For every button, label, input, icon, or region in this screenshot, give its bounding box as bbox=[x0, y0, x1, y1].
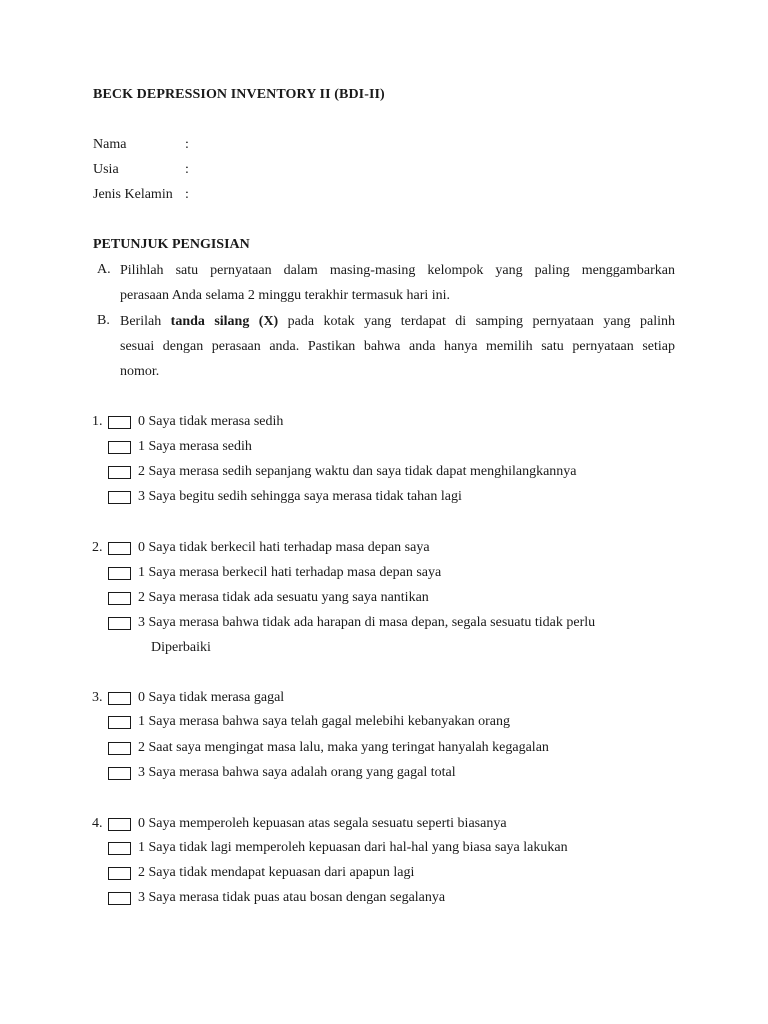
question-2-option-2-label: 2 Saya merasa tidak ada sesuatu yang saya nantikan bbox=[138, 590, 429, 605]
question-3-option-1-label: 1 Saya merasa bahwa saya telah gagal melebihi kebanyakan orang bbox=[138, 714, 511, 729]
instruction-marker-a: A. bbox=[97, 262, 111, 277]
field-colon-usia: : bbox=[185, 162, 189, 177]
question-3-option-0-checkbox[interactable] bbox=[108, 692, 131, 705]
instruction-b-line-2: sesuai dengan perasaan anda. Pastikan bahwa anda hanya memilih satu pernyataan setiap bbox=[120, 339, 675, 354]
question-1-option-3-label: 3 Saya begitu sedih sehingga saya merasa tidak tahan lagi bbox=[138, 489, 462, 504]
instruction-b-line-3: nomor. bbox=[120, 364, 160, 379]
question-2-option-3-continuation: Diperbaiki bbox=[151, 640, 211, 655]
question-2-option-0-label: 0 Saya tidak berkecil hati terhadap masa depan saya bbox=[138, 540, 430, 555]
question-4-option-0-checkbox[interactable] bbox=[108, 818, 131, 831]
question-1-option-0-label: 0 Saya tidak merasa sedih bbox=[138, 414, 284, 429]
instruction-b-line-1 bbox=[120, 309, 675, 334]
question-3-option-2-label: 2 Saat saya mengingat masa lalu, maka yang teringat hanyalah kegagalan bbox=[138, 740, 549, 755]
question-3-number: 3. bbox=[92, 690, 103, 705]
question-3-option-3-checkbox[interactable] bbox=[108, 767, 131, 780]
question-2-option-0-checkbox[interactable] bbox=[108, 542, 131, 555]
instruction-a bbox=[120, 258, 675, 308]
instructions-heading: PETUNJUK PENGISIAN bbox=[93, 237, 250, 252]
question-2-option-1-label: 1 Saya merasa berkecil hati terhadap masa depan saya bbox=[138, 565, 442, 580]
instruction-b-emphasis: tanda silang (X) bbox=[170, 314, 279, 329]
document-title: BECK DEPRESSION INVENTORY II (BDI-II) bbox=[93, 87, 385, 102]
question-1-option-1-checkbox[interactable] bbox=[108, 441, 131, 454]
field-colon-jenis-kelamin: : bbox=[185, 187, 189, 202]
field-colon-nama: : bbox=[185, 137, 189, 152]
question-3-option-2-checkbox[interactable] bbox=[108, 742, 131, 755]
question-4-number: 4. bbox=[92, 816, 103, 831]
question-1-option-2-label: 2 Saya merasa sedih sepanjang waktu dan saya tidak dapat menghilangkannya bbox=[138, 464, 577, 479]
question-2-number: 2. bbox=[92, 540, 103, 555]
instruction-b-pre: Berilah bbox=[120, 314, 171, 329]
question-2-option-1-checkbox[interactable] bbox=[108, 567, 131, 580]
question-3-option-0-label: 0 Saya tidak merasa gagal bbox=[138, 690, 285, 705]
question-1-option-0-checkbox[interactable] bbox=[108, 416, 131, 429]
question-4-option-1-label: 1 Saya tidak lagi memperoleh kepuasan dari hal-hal yang biasa saya lakukan bbox=[138, 840, 568, 855]
question-1-option-1-label: 1 Saya merasa sedih bbox=[138, 439, 252, 454]
question-4-option-0-label: 0 Saya memperoleh kepuasan atas segala sesuatu seperti biasanya bbox=[138, 816, 507, 831]
question-4-option-1-checkbox[interactable] bbox=[108, 842, 131, 855]
instruction-marker-b: B. bbox=[97, 313, 110, 328]
question-3-option-3-label: 3 Saya merasa bahwa saya adalah orang yang gagal total bbox=[138, 765, 456, 780]
instruction-b-post: pada kotak yang terdapat di samping pernyataan yang palinh bbox=[278, 314, 675, 329]
question-3-option-1-checkbox[interactable] bbox=[108, 716, 131, 729]
question-1-option-2-checkbox[interactable] bbox=[108, 466, 131, 479]
question-2-option-2-checkbox[interactable] bbox=[108, 592, 131, 605]
question-4-option-2-label: 2 Saya tidak mendapat kepuasan dari apapun lagi bbox=[138, 865, 415, 880]
question-2-option-3-checkbox[interactable] bbox=[108, 617, 131, 630]
question-4-option-3-label: 3 Saya merasa tidak puas atau bosan dengan segalanya bbox=[138, 890, 446, 905]
field-label-nama: Nama bbox=[93, 137, 127, 152]
question-4-option-2-checkbox[interactable] bbox=[108, 867, 131, 880]
field-label-usia: Usia bbox=[93, 162, 119, 177]
question-1-option-3-checkbox[interactable] bbox=[108, 491, 131, 504]
field-label-jenis-kelamin: Jenis Kelamin bbox=[93, 187, 173, 202]
instruction-a-line-1: Pilihlah satu pernyataan dalam masing-masing kelompok yang paling menggambarkan bbox=[120, 263, 675, 278]
instruction-b bbox=[120, 309, 675, 384]
question-1-number: 1. bbox=[92, 414, 103, 429]
instruction-a-line-2: perasaan Anda selama 2 minggu terakhir termasuk hari ini. bbox=[120, 288, 451, 303]
question-2-option-3-label: 3 Saya merasa bahwa tidak ada harapan di masa depan, segala sesuatu tidak perlu bbox=[138, 615, 596, 630]
question-4-option-3-checkbox[interactable] bbox=[108, 892, 131, 905]
